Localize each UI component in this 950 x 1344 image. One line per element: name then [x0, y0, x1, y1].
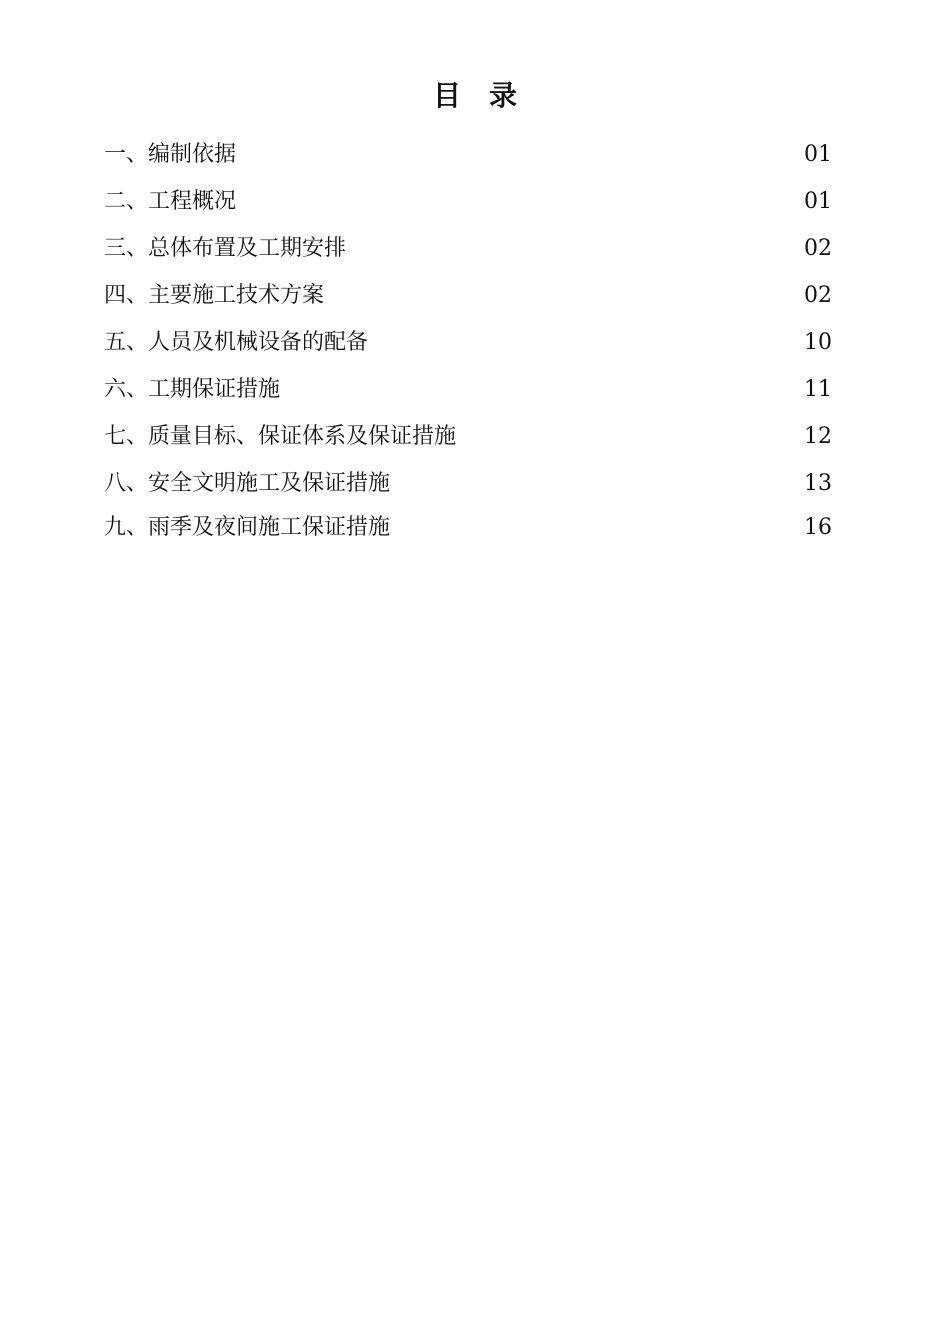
toc-entry-page: 01 [804, 141, 832, 167]
toc-entry-label: 一、编制依据 [104, 141, 237, 167]
toc-title: 目录 [432, 79, 545, 112]
toc-entry[interactable] [104, 507, 832, 549]
toc-entry-page: 11 [804, 376, 832, 402]
toc-entry-label: 二、工程概况 [104, 188, 237, 214]
toc-entry-label: 五、人员及机械设备的配备 [104, 329, 369, 355]
toc-entry-page: 13 [804, 470, 832, 496]
toc-entry-label: 九、雨季及夜间施工保证措施 [104, 515, 391, 540]
toc-entry[interactable] [104, 413, 832, 460]
toc-entry[interactable] [104, 131, 832, 178]
toc-entry-page: 02 [804, 235, 832, 261]
toc-entry-page: 16 [804, 515, 832, 540]
toc-entry[interactable] [104, 319, 832, 366]
toc-entry-label: 七、质量目标、保证体系及保证措施 [104, 423, 457, 449]
toc-entry[interactable] [104, 460, 832, 507]
toc-entry-page: 01 [804, 188, 832, 214]
toc-entry-label: 三、总体布置及工期安排 [104, 235, 347, 261]
toc-entry[interactable] [104, 366, 832, 413]
toc-entry[interactable] [104, 272, 832, 319]
toc-list [104, 131, 832, 549]
toc-entry-label: 六、工期保证措施 [104, 376, 281, 402]
toc-entry-page: 12 [804, 423, 832, 449]
toc-entry-page: 10 [804, 329, 832, 355]
toc-entry[interactable] [104, 225, 832, 272]
toc-entry-label: 八、安全文明施工及保证措施 [104, 470, 391, 496]
toc-entry-page: 02 [804, 282, 832, 308]
toc-entry[interactable] [104, 178, 832, 225]
toc-entry-label: 四、主要施工技术方案 [104, 282, 325, 308]
